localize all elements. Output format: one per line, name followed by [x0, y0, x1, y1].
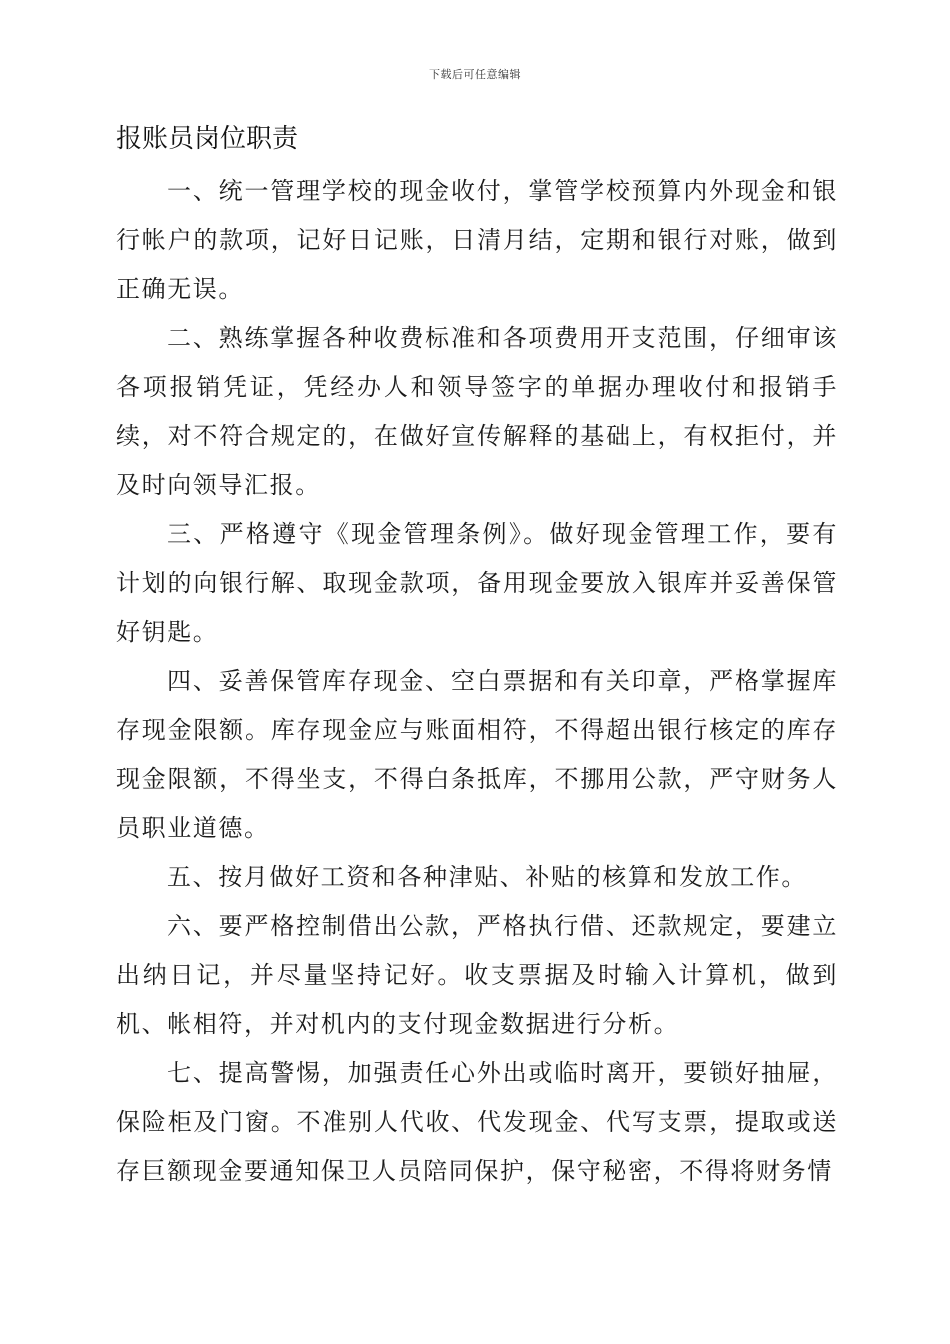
paragraph-4: 四、妥善保管库存现金、空白票据和有关印章，严格掌握库存现金限额。库存现金应与账面相符，不得超出银行核定的库存现金限额，不得坐支，不得白条抵库，不挪用公款，严守财务人员职业道德。 — [116, 667, 838, 842]
paragraph-1: 一、统一管理学校的现金收付，掌管学校预算内外现金和银行帐户的款项，记好日记账，日清月结，定期和银行对账，做到正确无误。 — [116, 177, 838, 303]
document-body — [116, 167, 838, 1196]
paragraph-6: 六、要严格控制借出公款，严格执行借、还款规定，要建立出纳日记，并尽量坚持记好。收支票据及时输入计算机，做到机、帐相符，并对机内的支付现金数据进行分析。 — [116, 912, 838, 1038]
paragraph-2: 二、熟练掌握各种收费标准和各项费用开支范围，仔细审该各项报销凭证，凭经办人和领导签字的单据办理收付和报销手续，对不符合规定的，在做好宣传解释的基础上，有权拒付，并及时向领导汇报。 — [116, 324, 838, 499]
paragraph-5: 五、按月做好工资和各种津贴、补贴的核算和发放工作。 — [167, 863, 807, 891]
header-note: 下载后可任意编辑 — [429, 68, 521, 81]
paragraph-7: 七、提高警惕，加强责任心外出或临时离开，要锁好抽屉，保险柜及门窗。不准别人代收、代发现金、代写支票，提取或送存巨额现金要通知保卫人员陪同保护，保守秘密，不得将财务情 — [116, 1059, 838, 1185]
paragraph-3: 三、严格遵守《现金管理条例》。做好现金管理工作，要有计划的向银行解、取现金款项，备用现金要放入银库并妥善保管好钥匙。 — [116, 520, 838, 646]
document-title: 报账员岗位职责 — [116, 124, 299, 154]
